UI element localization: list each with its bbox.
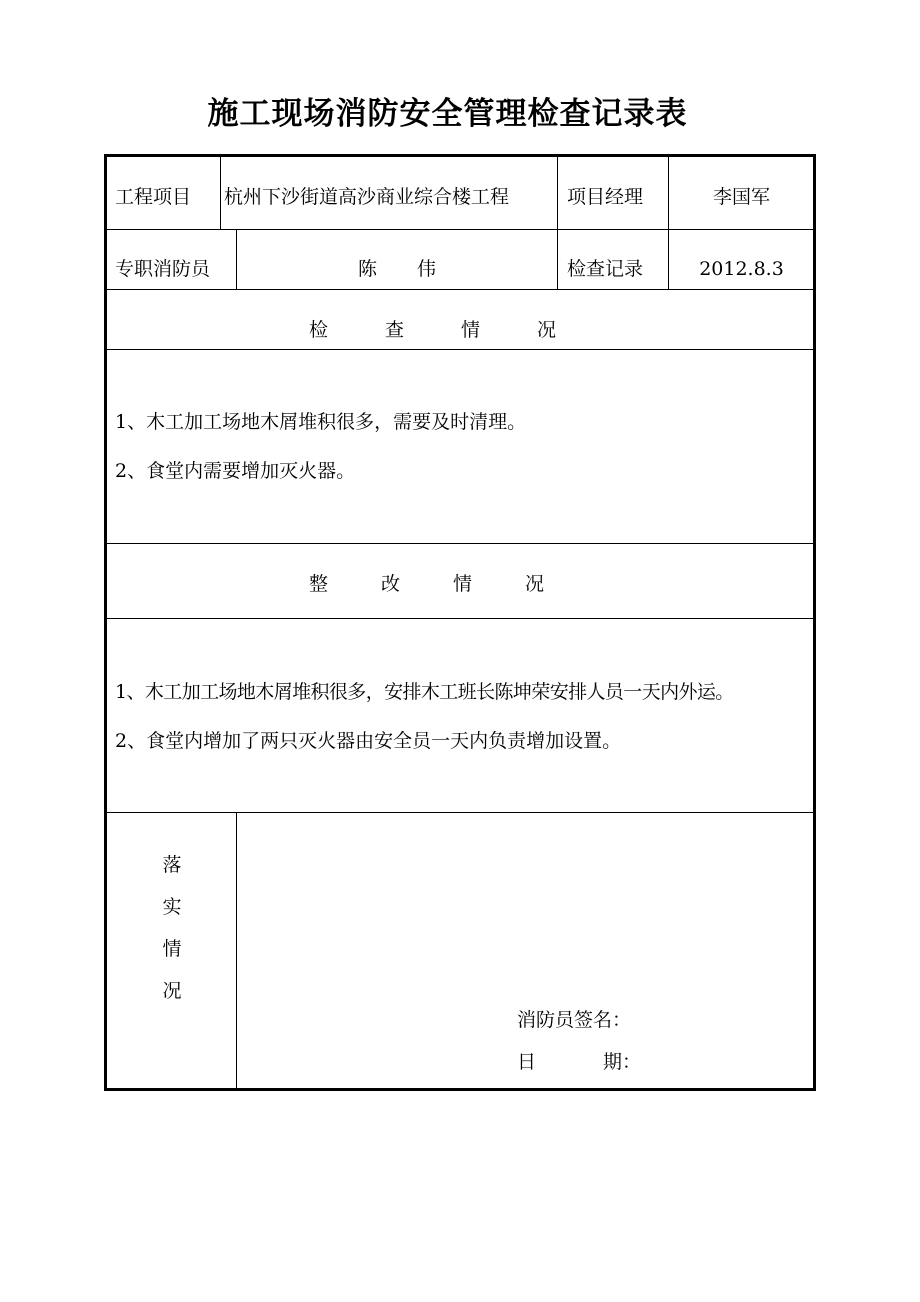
inspection-item: 2、食堂内需要增加灭火器。 bbox=[115, 460, 356, 482]
column-divider bbox=[557, 157, 558, 289]
signature-label: 消防员签名： bbox=[517, 1009, 632, 1031]
heading-char: 整 bbox=[309, 573, 329, 595]
officer-value: 陈 伟 bbox=[357, 258, 437, 280]
heading-char: 改 bbox=[381, 573, 401, 595]
manager-label: 项目经理 bbox=[567, 186, 644, 208]
implementation-label-char: 情 bbox=[162, 938, 182, 960]
column-divider bbox=[236, 812, 237, 1088]
heading-char: 况 bbox=[525, 573, 545, 595]
row-divider bbox=[106, 812, 814, 813]
date-label bbox=[517, 1050, 641, 1074]
heading-char: 情 bbox=[461, 319, 481, 341]
row-divider bbox=[106, 543, 814, 544]
implementation-label-char: 实 bbox=[162, 896, 182, 918]
row-divider bbox=[106, 618, 814, 619]
inspection-record-table bbox=[104, 154, 816, 1091]
rectification-item: 2、食堂内增加了两只灭火器由安全员一天内负责增加设置。 bbox=[115, 730, 622, 752]
heading-char: 情 bbox=[453, 573, 473, 595]
inspection-item: 1、木工加工场地木屑堆积很多，需要及时清理。 bbox=[115, 411, 527, 433]
heading-char: 查 bbox=[385, 319, 405, 341]
heading-char: 况 bbox=[537, 319, 557, 341]
date-label-left: 日 bbox=[517, 1051, 537, 1073]
row-divider bbox=[106, 349, 814, 350]
project-value: 杭州下沙街道高沙商业综合楼工程 bbox=[224, 186, 510, 208]
record-label: 检查记录 bbox=[567, 258, 644, 280]
row-divider bbox=[106, 229, 814, 230]
rectification-heading bbox=[309, 572, 544, 596]
record-date: 2012.8.3 bbox=[699, 258, 784, 280]
heading-char: 检 bbox=[309, 319, 329, 341]
inspection-heading bbox=[309, 318, 556, 342]
officer-label: 专职消防员 bbox=[115, 258, 211, 280]
date-label-right: 期： bbox=[603, 1051, 642, 1073]
column-divider bbox=[220, 157, 221, 229]
manager-value: 李国军 bbox=[712, 186, 770, 208]
implementation-label-char: 况 bbox=[162, 980, 182, 1002]
project-label: 工程项目 bbox=[115, 186, 192, 208]
page-title: 施工现场消防安全管理检查记录表 bbox=[207, 96, 688, 132]
implementation-label-char: 落 bbox=[162, 854, 182, 876]
row-divider bbox=[106, 289, 814, 290]
rectification-item: 1、木工加工场地木屑堆积很多，安排木工班长陈坤荣安排人员一天内外运。 bbox=[115, 681, 734, 703]
